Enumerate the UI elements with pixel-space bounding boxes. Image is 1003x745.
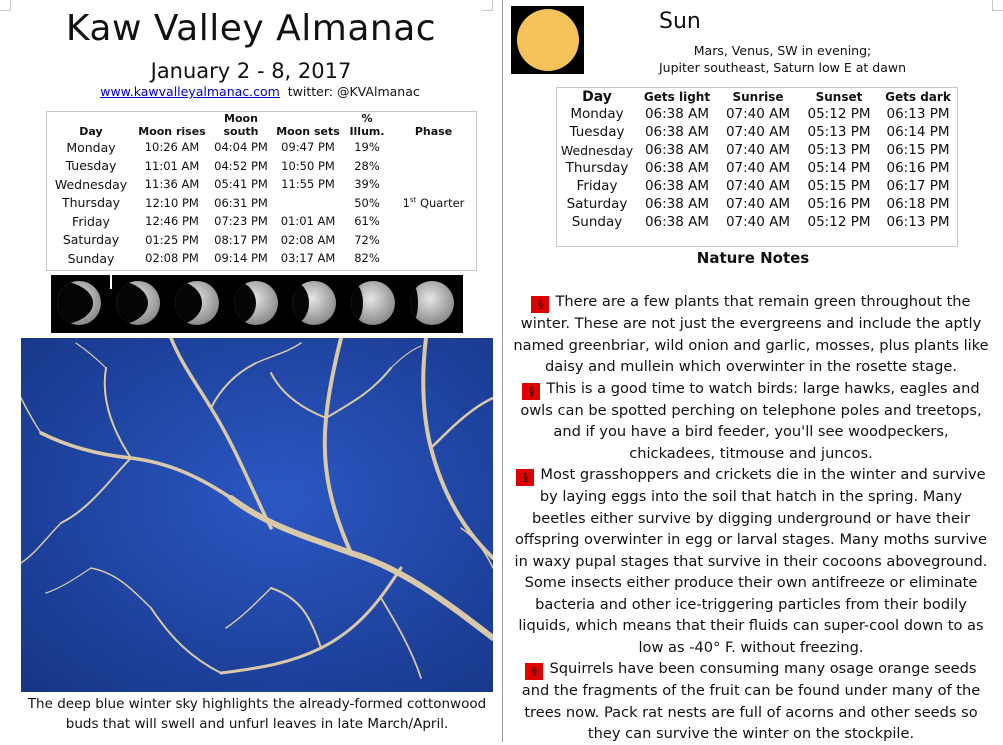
phase-rest: Quarter: [416, 195, 465, 210]
nature-notes: [512, 291, 990, 745]
sun-row-sunrise: 07:40 AM: [725, 178, 791, 194]
sun-row-day: Friday: [576, 178, 618, 194]
page-title: Kaw Valley Almanac: [65, 8, 437, 49]
moon-row-day: Wednesday: [54, 176, 128, 192]
moon-shadow: [57, 281, 93, 325]
sun-row-day: Monday: [570, 106, 624, 122]
moon-row-rises: 01:25 PM: [145, 232, 199, 247]
section-bullet-icon: §: [531, 296, 549, 313]
moon-row-south: 04:04 PM: [214, 140, 268, 155]
sun-row-day: Wednesday: [560, 142, 634, 158]
moon-row-rises: 02:08 PM: [145, 251, 199, 266]
moon-header-illum: % Illum.: [349, 112, 385, 138]
sun-row: [557, 105, 957, 123]
moon-row-south: 05:41 PM: [214, 177, 268, 192]
sun-header-sunrise: Sunrise: [732, 90, 784, 104]
moon-row: [47, 157, 476, 176]
moon-row-day: Monday: [66, 139, 116, 155]
moon-row-illum: 61%: [354, 214, 380, 229]
moon-row-phase: [391, 231, 476, 250]
moon-header-south-bottom: south: [223, 125, 259, 138]
nature-notes-heading: Nature Notes: [696, 249, 810, 267]
moon-phase-disc: [351, 281, 395, 325]
date-range: January 2 - 8, 2017: [150, 59, 352, 83]
moon-row-rises: 12:10 PM: [145, 195, 199, 210]
moon-row-illum: 50%: [354, 195, 380, 210]
sun-header-light: Gets light: [643, 90, 711, 104]
sun-row-light: 06:38 AM: [644, 160, 710, 176]
moon-row-day: Tuesday: [65, 158, 117, 174]
sun-row-dark: 06:13 PM: [886, 106, 950, 122]
sun-row-sunrise: 07:40 AM: [725, 106, 791, 122]
moon-row: [47, 249, 476, 268]
sun-row-dark: 06:15 PM: [886, 142, 950, 158]
sun-row-sunrise: 07:40 AM: [725, 124, 791, 140]
planets-note: [640, 42, 925, 76]
sun-row-dark: 06:14 PM: [886, 124, 950, 140]
moon-row-illum: 39%: [354, 177, 380, 192]
website-link[interactable]: www.kawvalleyalmanac.com: [100, 84, 280, 99]
moon-row-sets: 02:08 AM: [280, 232, 336, 247]
sun-row-dark: 06:18 PM: [886, 196, 950, 212]
moon-row-rises: 11:01 AM: [144, 158, 200, 173]
sun-row-light: 06:38 AM: [644, 178, 710, 194]
note-text: This is a good time to watch birds: large hawks, eagles and owls can be spotted perching on telephone poles and treetops, and if you have a bird feeder, you'll see woodpeckers, chickadees, titmouse and juncos.: [520, 379, 982, 462]
sun-row-sunrise: 07:40 AM: [725, 196, 791, 212]
moon-shadow: [234, 281, 256, 325]
sun-row-dark: 06:16 PM: [886, 160, 950, 176]
moon-phase-disc: [292, 281, 336, 325]
nature-note: [512, 378, 990, 465]
note-text: Most grasshoppers and crickets die in the winter and survive by laying eggs into the soil that hatch in the spring. Many beetles either survive by digging underground or have their offspring overwinter in egg or larval stages. Many moths survive in waxy pupal stages that survive in their cocoons aboveground. Some insects either produce their own antifreeze or eliminate bacteria and other ice-triggering particles from their bodily liquids, which means that their fluids can super-cool down to as low as -40° F. without freezing.: [514, 466, 988, 656]
sun-row: [557, 123, 957, 141]
moon-table: [47, 112, 476, 268]
links-line: [0, 84, 520, 99]
moon-shadow: [292, 281, 309, 325]
moon-phase-disc: [175, 281, 219, 325]
moon-header-south-top: Moon: [224, 112, 258, 125]
planets-line-1: Mars, Venus, SW in evening;: [693, 43, 872, 58]
sun-row-sunset: 05:12 PM: [807, 106, 871, 122]
moon-header-sets: Moon sets: [276, 125, 340, 138]
sun-row-day: Saturday: [566, 196, 628, 212]
sun-row-dark: 06:13 PM: [886, 214, 950, 230]
moon-phase-disc: [410, 281, 454, 325]
moon-header-phase: Phase: [414, 125, 453, 138]
sun-row-light: 06:38 AM: [644, 196, 710, 212]
moon-row-phase: [391, 157, 476, 176]
moon-row-day: Sunday: [67, 250, 115, 266]
moon-row: [47, 231, 476, 250]
moon-row-sets: [273, 194, 343, 213]
sun-table: [557, 89, 957, 231]
sun-header-sunset: Sunset: [815, 90, 863, 104]
sun-row-day: Sunday: [571, 214, 623, 230]
phase-marker: [110, 275, 112, 289]
moon-row: [47, 138, 476, 157]
moon-phase: [286, 275, 345, 333]
moon-row-rises: 12:46 PM: [145, 214, 199, 229]
moon-phase-disc: [234, 281, 278, 325]
sun-row-sunset: 05:14 PM: [807, 160, 871, 176]
sun-disc: [517, 9, 579, 71]
sun-header-day: Day: [582, 89, 612, 105]
nature-note: [512, 291, 990, 378]
sun-row: [557, 213, 957, 231]
moon-table-header-row: [47, 112, 476, 138]
sun-row-sunset: 05:13 PM: [807, 124, 871, 140]
moon-row-sets: 01:01 AM: [280, 214, 336, 229]
twitter-handle: twitter: @KVAlmanac: [287, 84, 420, 99]
moon-shadow: [410, 281, 418, 325]
moon-row-south: 09:14 PM: [214, 251, 268, 266]
moon-row-phase: [391, 194, 476, 213]
sun-row: [557, 177, 957, 195]
moon-shadow: [116, 281, 148, 325]
moon-header-rises: Moon rises: [138, 125, 206, 138]
moon-row-rises: 10:26 AM: [144, 140, 200, 155]
moon-row: [47, 175, 476, 194]
sun-row: [557, 195, 957, 213]
sun-row-light: 06:38 AM: [644, 106, 710, 122]
moon-row-south: 07:23 PM: [214, 214, 268, 229]
sun-table-box: [556, 87, 958, 247]
moon-shadow: [175, 281, 202, 325]
moon-row-day: Thursday: [61, 195, 121, 211]
moon-phases-strip: [51, 275, 463, 333]
moon-row-phase: [391, 249, 476, 268]
sun-row: [557, 159, 957, 177]
moon-row-sets: 11:55 PM: [281, 177, 335, 192]
moon-row-south: 06:31 PM: [214, 195, 268, 210]
moon-phase: [228, 275, 287, 333]
sun-row-sunrise: 07:40 AM: [725, 214, 791, 230]
moon-row-illum: 19%: [354, 140, 380, 155]
sun-heading: Sun: [659, 9, 701, 34]
nature-note: [512, 464, 990, 658]
moon-shadow: [351, 281, 363, 325]
moon-phase: [345, 275, 404, 333]
sun-row-sunrise: 07:40 AM: [725, 160, 791, 176]
sun-image: [511, 6, 584, 74]
moon-row: [47, 212, 476, 231]
moon-header-south: [209, 112, 273, 138]
moon-phase: [404, 275, 463, 333]
sun-row-light: 06:38 AM: [644, 124, 710, 140]
moon-row-illum: 82%: [354, 251, 380, 266]
moon-row-day: Saturday: [62, 232, 120, 248]
moon-row-phase: [391, 175, 476, 194]
sun-row: [557, 141, 957, 159]
page-divider: [502, 0, 503, 742]
section-bullet-icon: §: [525, 663, 543, 680]
moon-row-sets: 09:47 PM: [281, 140, 335, 155]
phase-sup: st: [409, 195, 417, 204]
moon-row-illum: 72%: [354, 232, 380, 247]
moon-row-sets: 03:17 AM: [280, 251, 336, 266]
sun-row-light: 06:38 AM: [644, 214, 710, 230]
moon-phase: [110, 275, 169, 333]
sun-row-light: 06:38 AM: [644, 142, 710, 158]
sun-row-sunrise: 07:40 AM: [725, 142, 791, 158]
sun-row-sunset: 05:12 PM: [807, 214, 871, 230]
phase-num: 1: [402, 195, 410, 210]
cottonwood-photo: [21, 338, 493, 692]
sun-row-day: Tuesday: [569, 124, 625, 140]
moon-header-day: Day: [79, 125, 103, 138]
sun-row-dark: 06:17 PM: [886, 178, 950, 194]
section-bullet-icon: §: [516, 469, 534, 486]
moon-row-illum: 28%: [354, 158, 380, 173]
moon-row-day: Friday: [72, 213, 110, 229]
moon-row-south: 04:52 PM: [214, 158, 268, 173]
sun-row-sunset: 05:15 PM: [807, 178, 871, 194]
note-text: Squirrels have been consuming many osage orange seeds and the fragments of the fruit can be found under many of the trees now. Pack rat nests are full of acorns and other seeds so they can survive the winter on the stockpile.: [521, 660, 981, 742]
moon-row-rises: 11:36 AM: [144, 177, 200, 192]
sun-row-sunset: 05:16 PM: [807, 196, 871, 212]
planets-line-2: Jupiter southeast, Saturn low E at dawn: [658, 60, 907, 75]
nature-note: [512, 658, 990, 745]
sun-row-day: Thursday: [565, 160, 629, 176]
note-text: There are a few plants that remain green throughout the winter. These are not just the evergreens and include the aptly named greenbriar, wild onion and garlic, mosses, plus plants like daisy and mullein which overwinter in the rosette stage.: [513, 293, 989, 375]
section-bullet-icon: §: [522, 383, 540, 400]
moon-row: [47, 194, 476, 213]
moon-row-sets: 10:50 PM: [281, 158, 335, 173]
corner-mark-top-right: [992, 0, 1003, 11]
moon-row-south: 08:17 PM: [214, 232, 268, 247]
moon-phase: [169, 275, 228, 333]
sun-table-header-row: [557, 89, 957, 105]
photo-caption: The deep blue winter sky highlights the already-formed cottonwood buds that will swell and unfurl leaves in late March/April.: [27, 696, 487, 732]
moon-phase-disc: [57, 281, 101, 325]
moon-table-box: [46, 111, 477, 271]
moon-row-phase: [391, 212, 476, 231]
moon-phase-disc: [116, 281, 160, 325]
moon-row-phase: [391, 138, 476, 157]
sun-header-dark: Gets dark: [885, 90, 951, 104]
sun-row-sunset: 05:13 PM: [807, 142, 871, 158]
moon-phase: [51, 275, 110, 333]
